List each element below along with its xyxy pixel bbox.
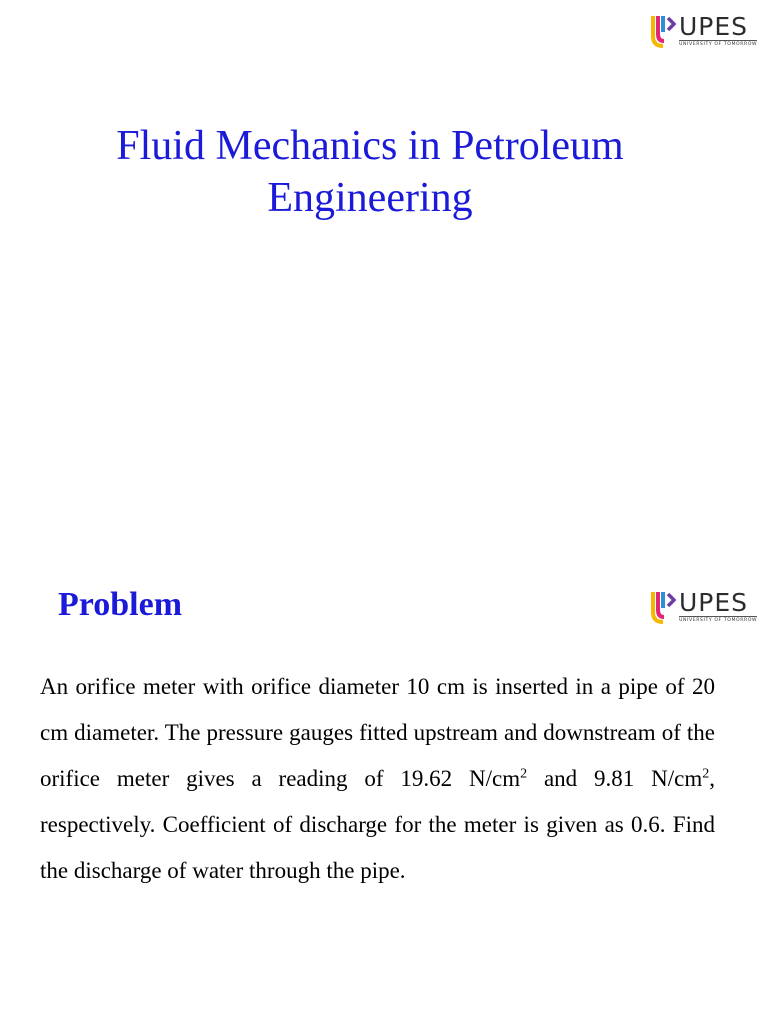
page-title — [40, 120, 700, 224]
section-heading: Problem — [58, 586, 183, 623]
superscript-2: 2 — [520, 766, 528, 782]
problem-text-part-1: An orifice meter with orifice diameter 10 cm is inserted in a pipe of 20 cm diameter. The pressure gauges fitted upstream and downstream of the orifice meter gives a reading of 19.62 N/cm — [40, 674, 715, 791]
title-line-2: Engineering — [267, 175, 473, 221]
problem-statement — [40, 664, 715, 894]
logo-tagline: UNIVERSITY OF TOMORROW — [679, 42, 758, 47]
problem-text-part-2: and 9.81 N/cm — [527, 766, 703, 791]
upes-logo-top — [650, 12, 757, 50]
upes-emblem-icon — [650, 588, 676, 626]
logo-tagline: UNIVERSITY OF TOMORROW — [679, 618, 758, 623]
upes-emblem-icon — [650, 12, 676, 50]
logo-wordmark: UPES — [679, 12, 749, 41]
problem-text-part-3: , respectively. Coefficient of discharge for the meter is given as 0.6. Find the discharge of water through the pipe. — [40, 766, 715, 883]
logo-wordmark: UPES — [679, 588, 749, 617]
superscript-2: 2 — [702, 766, 710, 782]
upes-logo-section — [650, 588, 757, 626]
title-line-1: Fluid Mechanics in Petroleum — [116, 123, 624, 169]
